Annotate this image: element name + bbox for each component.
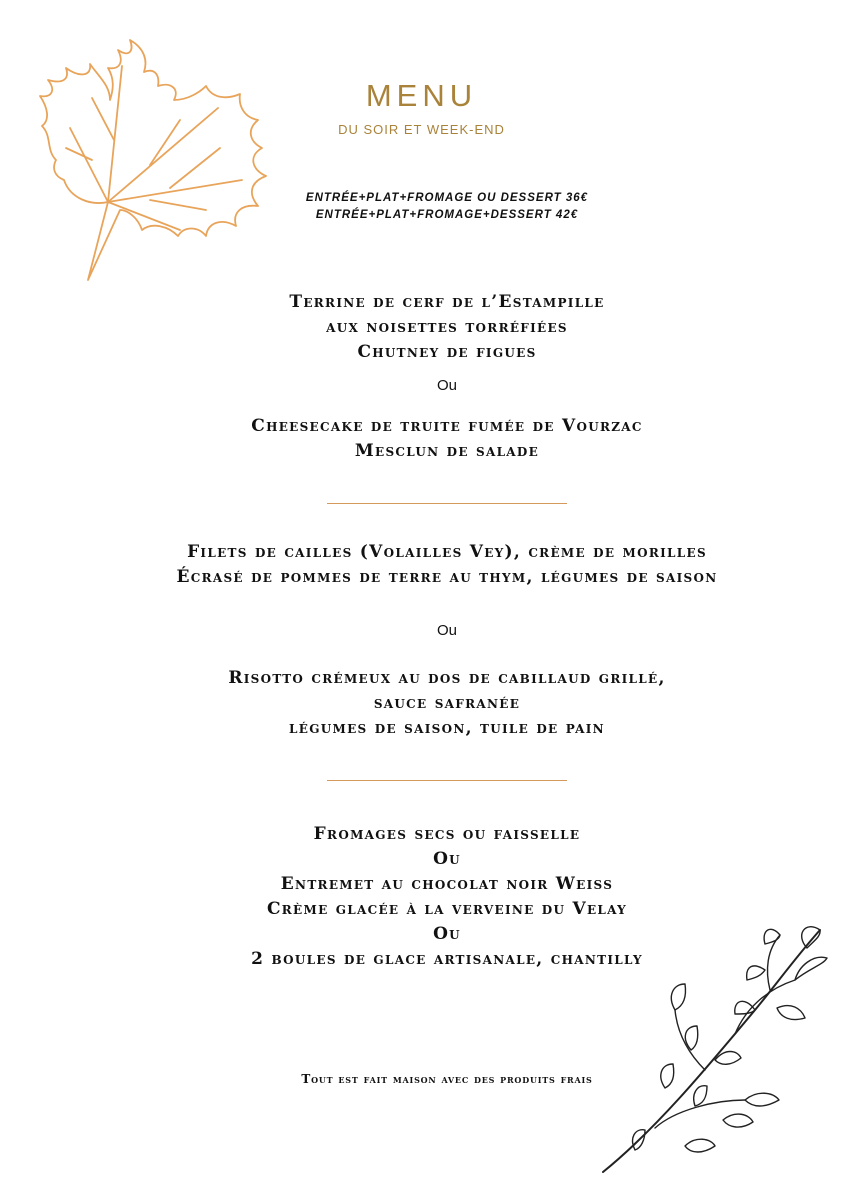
dish-line: Écrasé de pommes de terre au thym, légumes de saison bbox=[176, 567, 718, 587]
menu-title: MENU bbox=[365, 78, 478, 113]
dish-line: Terrine de cerf de l’Estampille bbox=[289, 292, 605, 312]
dish-line: aux noisettes torréfiées bbox=[326, 317, 568, 337]
dish-line: 2 boules de glace artisanale, chantilly bbox=[251, 949, 643, 969]
dish-line: sauce safranée bbox=[373, 693, 521, 713]
plat-option-1 bbox=[0, 540, 843, 590]
dish-line: Entremet au chocolat noir Weiss bbox=[280, 874, 614, 894]
footer-note: Tout est fait maison avec des produits frais bbox=[301, 1072, 593, 1086]
entree-option-2 bbox=[0, 414, 843, 464]
dish-line: Mesclun de salade bbox=[354, 441, 540, 461]
dish-line: légumes de saison, tuile de pain bbox=[289, 718, 605, 738]
plat-option-2 bbox=[0, 666, 843, 741]
maple-leaf-icon bbox=[30, 30, 280, 290]
menu-subtitle: DU SOIR ET WEEK-END bbox=[338, 122, 505, 137]
price-line-2: ENTRÉE+PLAT+FROMAGE+DESSERT 42€ bbox=[315, 209, 579, 221]
dish-line: Ou bbox=[433, 849, 461, 869]
section-divider bbox=[327, 780, 567, 781]
dish-line: Cheesecake de truite fumée de Vourzac bbox=[251, 416, 643, 436]
entree-separator: Ou bbox=[436, 377, 457, 394]
price-line-1: ENTRÉE+PLAT+FROMAGE OU DESSERT 36€ bbox=[305, 192, 589, 204]
section-divider bbox=[327, 503, 567, 504]
dish-line: Fromages secs ou faisselle bbox=[313, 824, 581, 844]
dish-line: Filets de cailles (Volailles Vey), crème de morilles bbox=[187, 542, 707, 562]
dish-line: Chutney de figues bbox=[357, 342, 537, 362]
entree-option-1 bbox=[0, 290, 843, 365]
dish-line: Crème glacée à la verveine du Velay bbox=[266, 899, 628, 919]
plat-separator: Ou bbox=[436, 622, 457, 639]
dessert-options bbox=[0, 822, 843, 972]
dish-line: Risotto crémeux au dos de cabillaud grillé, bbox=[228, 668, 666, 688]
dish-line: Ou bbox=[433, 924, 461, 944]
